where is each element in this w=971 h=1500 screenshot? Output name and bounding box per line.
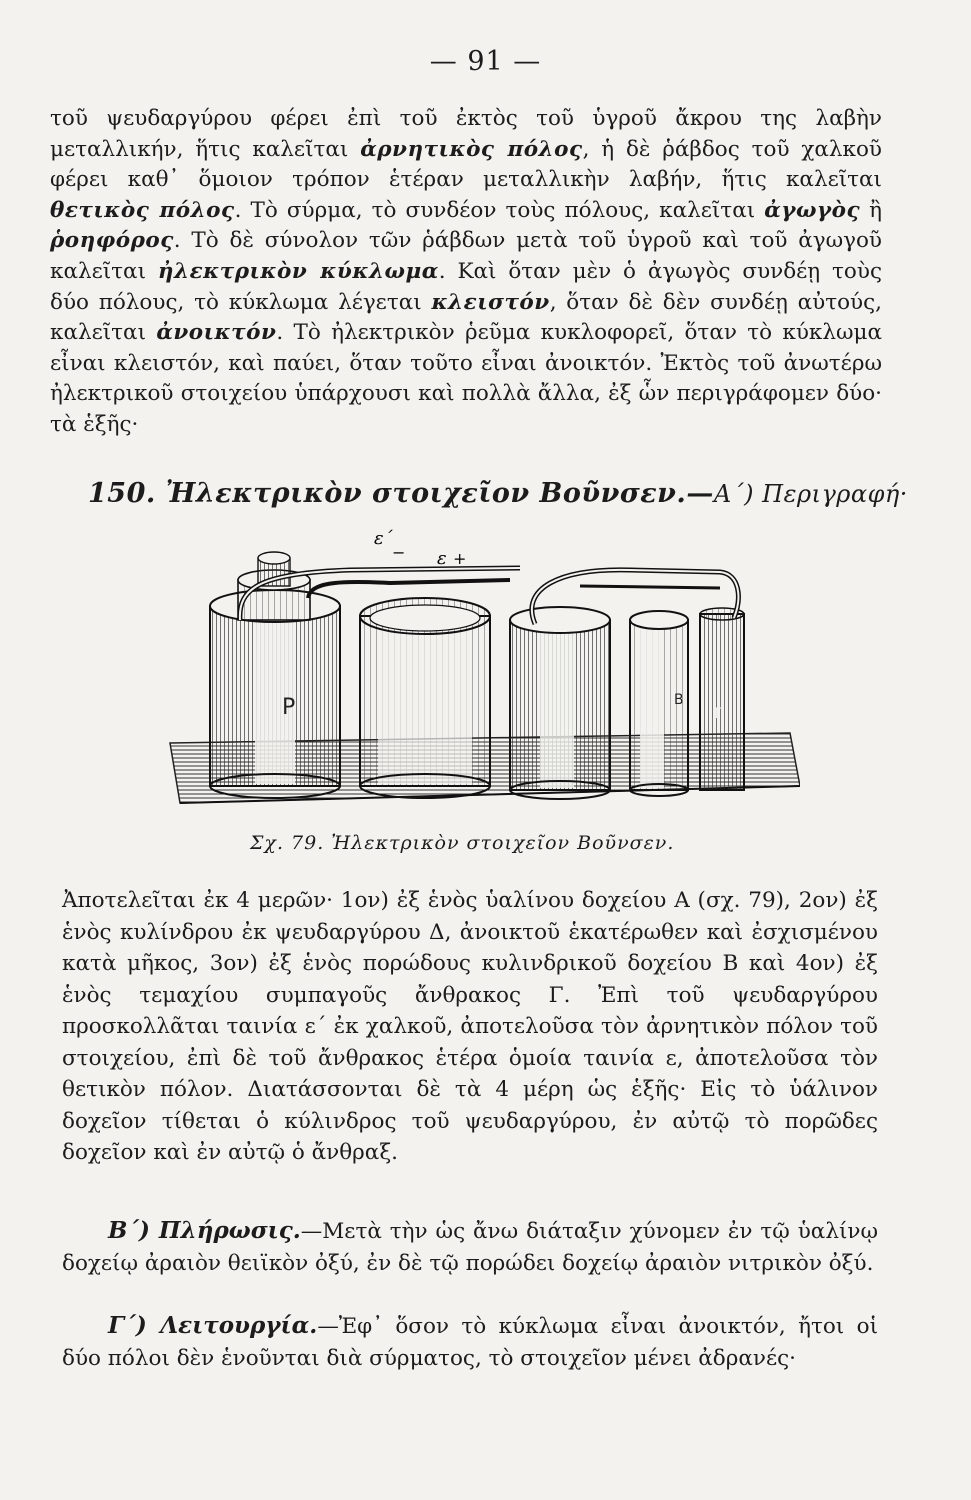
- label-e-prime: ε΄: [374, 528, 393, 549]
- term-open: ἀνοικτόν: [156, 320, 277, 346]
- term-positive-pole: θετικὸς πόλος: [50, 197, 235, 223]
- label-g: Γ: [714, 706, 722, 722]
- section-dash: —: [686, 478, 714, 509]
- text-run: . Τὸ δὲ σύνολον τῶν ῥάβδων μετὰ τοῦ ὑγροῦ καὶ τοῦ ἀγωγοῦ καλεῖται: [50, 228, 882, 284]
- text-run: . Τὸ σύρμα, τὸ συνδέον τοὺς πόλους, καλεῖται: [234, 197, 765, 223]
- label-p: P: [282, 695, 296, 720]
- term-closed: κλειστόν: [431, 289, 550, 315]
- zinc-cylinder: [510, 607, 610, 799]
- text-run: . Καὶ ὅταν μὲν ὁ ἀγωγὸς συνδέῃ τοὺς δύο πόλους, τὸ κύκλωμα λέγεται: [50, 258, 882, 315]
- text-run: , ὅταν δὲ δὲν συνδέῃ αὐτούς, καλεῖται: [50, 289, 882, 346]
- term-negative-pole: ἀρνητικὸς πόλος: [360, 136, 583, 162]
- run-in-heading-operation: Γ΄) Λειτουργία.: [108, 1312, 318, 1339]
- page-number: — 91 —: [429, 46, 542, 77]
- term-current-carrier: ῥοηφόρος: [50, 228, 174, 254]
- run-in-heading-filling: Β΄) Πλήρωσις.: [108, 1217, 301, 1244]
- section-heading: [88, 478, 908, 509]
- label-e: ε: [437, 548, 447, 569]
- carbon-rod: [700, 608, 744, 790]
- term-electric-circuit: ἠλεκτρικὸν κύκλωμα: [157, 258, 439, 284]
- paragraph-operation: [62, 1310, 878, 1374]
- term-conductor: ἀγωγὸς: [764, 197, 861, 223]
- text-run: . Τὸ ἠλεκτρικὸν ῥεῦμα κυκλοφορεῖ, ὅταν τὸ κύκλωμα εἶναι κλειστόν, καὶ παύει, ὅταν τοῦτο εἶναι ἀνοικτόν. Ἐκτὸς τοῦ ἀνωτέρω ἠλεκτρικοῦ στοιχείου ὑπάρχουσι καὶ πολλὰ ἄλλα, ἐξ ὧν περιγράφομεν δύο· τὰ ἑξῆς·: [50, 320, 882, 437]
- label-plus: +: [453, 549, 467, 568]
- bunsen-cell-illustration: [160, 528, 800, 818]
- section-number: 150.: [88, 478, 156, 509]
- figure-caption: Σχ. 79. Ἠλεκτρικὸν στοιχεῖον Βοῦνσεν.: [250, 832, 675, 854]
- paragraph-poles-circuit: [50, 104, 882, 441]
- text-run: , ἡ δὲ ῥάβδος τοῦ χαλκοῦ φέρει καθ᾽ ὅμοιον τρόπον ἑτέραν μεταλλικὴν λαβήν, ἥτις καλεῖται: [50, 136, 882, 193]
- text-run: —Μετὰ τὴν ὡς ἄνω διάταξιν χύνομεν ἐν τῷ ὑαλίνῳ δοχείῳ ἀραιὸν θειϊκὸν ὀξύ, ἐν δὲ τῷ πορώδει δοχείῳ ἀραιὸν νιτρικὸν ὀξύ.: [62, 1219, 878, 1276]
- assembled-cell: [210, 552, 340, 798]
- glass-jar: [360, 598, 490, 798]
- paragraph-filling: [62, 1215, 878, 1279]
- section-subhead: Α΄) Περιγραφή·: [713, 480, 908, 508]
- label-minus: −: [392, 543, 406, 562]
- section-title: Ἠλεκτρικὸν στοιχεῖον Βοῦνσεν.: [165, 478, 687, 509]
- text-run: —Ἐφ᾽ ὅσον τὸ κύκλωμα εἶναι ἀνοικτόν, ἤτοι οἱ δύο πόλοι δὲν ἑνοῦνται διὰ σύρματος, τὸ στοιχεῖον μένει ἀδρανές·: [62, 1314, 879, 1371]
- text-run: ἢ: [860, 197, 882, 223]
- paragraph-description: Ἀποτελεῖται ἐκ 4 μερῶν· 1ον) ἐξ ἑνὸς ὑαλίνου δοχείου Α (σχ. 79), 2ον) ἐξ ἑνὸς κυλίνδρου ἐκ ψευδαργύρου Δ, ἀνοικτοῦ ἑκατέρωθεν καὶ ἐσχισμένου κατὰ μῆκος, 3ον) ἐξ ἑνὸς πορώδους κυλινδρικοῦ δοχείου Β καὶ 4ον) ἐξ ἑνὸς τεμαχίου συμπαγοῦς ἄνθρακος Γ. Ἐπὶ τοῦ ψευδαργύρου προσκολλᾶται ταινία ε΄ ἐκ χαλκοῦ, ἀποτελοῦσα τὸν ἀρνητικὸν πόλον τοῦ στοιχείου, ἐπὶ δὲ τοῦ ἄνθρακος ἑτέρα ὁμοία ταινία ε, ἀποτελοῦσα τὸν θετικὸν πόλον. Διατάσσονται δὲ τὰ 4 μέρη ὡς ἑξῆς· Εἰς τὸ ὑάλινον δοχεῖον τίθεται ὁ κύλινδρος τοῦ ψευδαργύρου, ἐν αὐτῷ τὸ πορῶδες δοχεῖον καὶ ἐν αὐτῷ ὁ ἄνθραξ.: [62, 888, 878, 1165]
- text-run: τοῦ ψευδαργύρου φέρει ἐπὶ τοῦ ἐκτὸς τοῦ ὑγροῦ ἄκρου της λαβὴν μεταλλικήν, ἥτις καλεῖται: [50, 106, 882, 162]
- label-b: B: [674, 692, 684, 708]
